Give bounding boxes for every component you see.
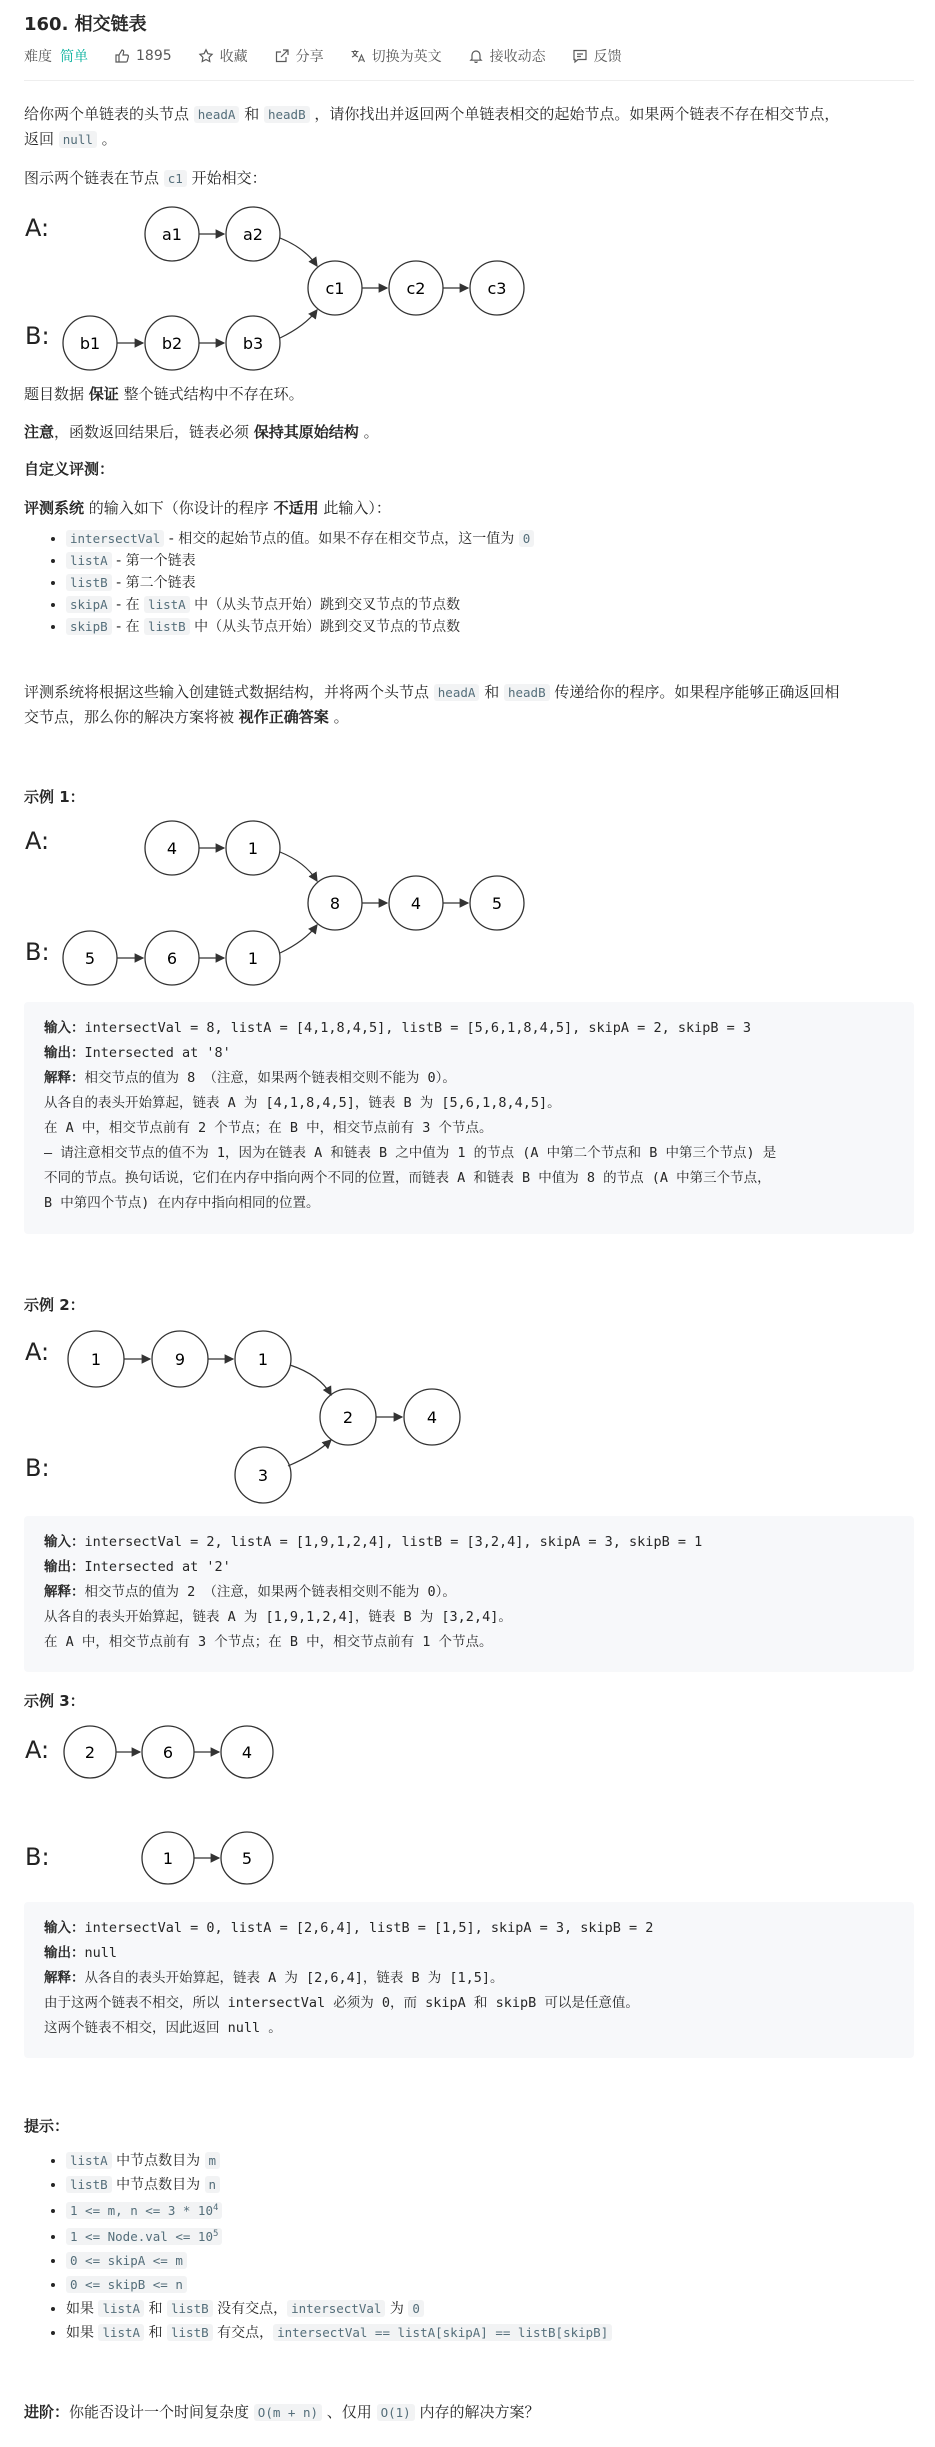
text: 、仅用 — [322, 2403, 377, 2421]
custom-judge-intro — [24, 496, 391, 520]
code-text: 1 <= m, n <= 3 * 10 — [70, 2203, 213, 2219]
text: 内存的解决方案？ — [414, 2403, 540, 2421]
share-label: 分享 — [295, 49, 324, 65]
io-line — [44, 1530, 894, 1555]
text: 和 — [144, 2325, 167, 2342]
svg-text:4: 4 — [241, 1743, 253, 1762]
text: - 在 — [111, 619, 145, 635]
label: 输入： — [44, 1534, 85, 1550]
label: 输出： — [44, 1559, 85, 1575]
list-item — [66, 595, 534, 615]
text: 的输入如下（你设计的程序 — [84, 499, 274, 517]
code: headA — [434, 684, 480, 701]
node — [235, 1331, 291, 1387]
svg-text:b1: b1 — [79, 334, 101, 353]
node — [221, 1832, 273, 1884]
exponent: 4 — [213, 2203, 219, 2213]
c1-node — [308, 261, 362, 315]
text: 和 — [144, 2301, 167, 2318]
label: 输入： — [44, 1920, 85, 1936]
desc-text: 返回 — [24, 130, 59, 148]
code: headB — [504, 684, 550, 701]
example-1-heading: 示例 1： — [24, 788, 85, 806]
code — [66, 2202, 222, 2219]
io-line — [44, 1016, 894, 1041]
code: listB — [66, 2176, 112, 2193]
example-1-code-block — [24, 1002, 914, 1234]
svg-text:1: 1 — [247, 949, 259, 968]
svg-text:c2: c2 — [406, 279, 426, 298]
node — [145, 931, 199, 985]
value: Intersected at '8' — [84, 1045, 231, 1061]
hints-list — [48, 2148, 612, 2346]
example-3-heading: 示例 3： — [24, 1692, 85, 1710]
io-line — [44, 1941, 894, 1966]
value: null — [84, 1945, 118, 1961]
hint-item — [66, 2250, 612, 2272]
list-item — [66, 529, 534, 549]
explain-line: 在 A 中，相交节点前有 3 个节点；在 B 中，相交节点前有 1 个节点。 — [44, 1634, 493, 1650]
bold-text: 不适用 — [273, 499, 319, 517]
code: 0 — [408, 2300, 424, 2317]
hint-item — [66, 2298, 612, 2320]
code: listB — [144, 618, 190, 635]
share-icon — [274, 48, 290, 64]
bold-text: 评测系统 — [24, 499, 85, 517]
svg-text:5: 5 — [241, 1849, 253, 1868]
svg-text:3: 3 — [257, 1466, 269, 1485]
code: n — [205, 2176, 221, 2193]
explain-line: 在 A 中，相交节点前有 2 个节点；在 B 中，相交节点前有 3 个节点。 — [44, 1120, 493, 1136]
text: - 相交的起始节点的值。如果不存在相交节点，这一值为 — [164, 531, 519, 547]
feedback-icon — [572, 48, 588, 64]
svg-text:6: 6 — [166, 949, 178, 968]
advanced-paragraph — [24, 2400, 539, 2425]
share-button[interactable] — [274, 46, 324, 66]
hint-item — [66, 2274, 612, 2296]
svg-text:4: 4 — [410, 894, 422, 913]
label: 输入： — [44, 1020, 85, 1036]
bold-text: 注意 — [24, 423, 55, 441]
svg-text:1: 1 — [247, 839, 259, 858]
note-text — [24, 420, 379, 444]
label-a: A: — [25, 827, 50, 855]
io-line — [44, 1066, 894, 1091]
svg-text:a1: a1 — [162, 225, 182, 244]
intersection-diagram — [20, 198, 540, 380]
guarantee-text — [24, 382, 304, 406]
io-line — [44, 1916, 894, 1941]
node — [235, 1447, 291, 1503]
svg-text:5: 5 — [84, 949, 96, 968]
node — [226, 821, 280, 875]
code: O(1) — [377, 2404, 415, 2421]
svg-text:4: 4 — [426, 1408, 438, 1427]
figure-caption — [24, 166, 267, 191]
node — [145, 821, 199, 875]
code — [66, 2228, 222, 2245]
switch-language-label: 切换为英文 — [371, 49, 442, 65]
code: listA — [66, 2152, 112, 2169]
explain-line: — 请注意相交节点的值不为 1，因为在链表 A 和链表 B 之中值为 1 的节点 (A 中第二个节点和 B 中第三个节点) 是 — [44, 1145, 777, 1161]
svg-text:c1: c1 — [325, 279, 345, 298]
b2-node — [145, 316, 199, 370]
svg-text:1: 1 — [90, 1350, 102, 1369]
node — [64, 1726, 116, 1778]
subscribe-button[interactable] — [468, 46, 546, 66]
node — [308, 876, 362, 930]
value: intersectVal = 2, listA = [1,9,1,2,4], listB = [3,2,4], skipA = 3, skipB = 1 — [84, 1534, 703, 1550]
collect-button[interactable] — [198, 46, 248, 66]
hint-item — [66, 2150, 612, 2172]
custom-judge-list — [48, 527, 534, 639]
text: - 在 — [111, 597, 145, 613]
svg-text:9: 9 — [174, 1350, 186, 1369]
node — [63, 931, 117, 985]
code: skipA — [66, 596, 112, 613]
label: 解释： — [44, 1070, 85, 1086]
bold-text: 保证 — [88, 385, 119, 403]
caption-text: 开始相交： — [186, 169, 267, 187]
example-3-code-block — [24, 1902, 914, 2058]
code-headB: headB — [264, 106, 310, 123]
node — [68, 1331, 124, 1387]
text: 。 — [358, 423, 379, 441]
feedback-label: 反馈 — [593, 49, 622, 65]
difficulty-label: 难度 — [24, 49, 52, 65]
c2-node — [389, 261, 443, 315]
explain-line: B 中第四个节点) 在内存中指向相同的位置。 — [44, 1195, 320, 1211]
code: intersectVal — [287, 2300, 385, 2317]
code: listB — [167, 2324, 213, 2341]
svg-text:4: 4 — [166, 839, 178, 858]
label-b: B: — [25, 1454, 50, 1482]
label-a: A: — [25, 1338, 50, 1366]
explain-line: 这两个链表不相交，因此返回 null 。 — [44, 2020, 282, 2036]
a2-node — [226, 207, 280, 261]
b3-node — [226, 316, 280, 370]
text: - 第一个链表 — [111, 553, 196, 569]
svg-text:2: 2 — [342, 1408, 354, 1427]
value: 相交节点的值为 2 （注意，如果两个链表相交则不能为 0）。 — [84, 1584, 456, 1600]
header-divider — [24, 80, 914, 81]
custom-judge-heading: 自定义评测： — [24, 460, 115, 478]
label-a: A: — [25, 1736, 50, 1764]
thumbs-up-icon — [114, 48, 130, 64]
bold-text: 进阶： — [24, 2403, 70, 2421]
desc-text: ，请你找出并返回两个单链表相交的起始节点。如果两个链表不存在相交节点， — [309, 105, 840, 123]
text: 没有交点， — [212, 2301, 288, 2318]
c3-node — [470, 261, 524, 315]
description-paragraph — [24, 102, 839, 152]
code: listA — [98, 2324, 144, 2341]
bold-text: 视作正确答案 — [238, 708, 329, 726]
text: 如果 — [66, 2301, 99, 2318]
desc-text: 和 — [239, 105, 264, 123]
subscribe-label: 接收动态 — [489, 49, 546, 65]
code: O(m + n) — [254, 2404, 322, 2421]
code: 0 <= skipB <= n — [66, 2276, 187, 2293]
io-line — [44, 1580, 894, 1605]
explain-line: 从各自的表头开始算起，链表 A 为 [4,1,8,4,5]，链表 B 为 [5,6,1,8,4,5]。 — [44, 1095, 561, 1111]
b1-node — [63, 316, 117, 370]
text: 中节点数目为 — [111, 2177, 205, 2193]
code: listA — [98, 2300, 144, 2317]
example-1-diagram — [20, 812, 540, 992]
svg-text:8: 8 — [329, 894, 341, 913]
list-item — [66, 573, 534, 593]
exponent: 5 — [213, 2229, 219, 2240]
io-line — [44, 1555, 894, 1580]
svg-text:b3: b3 — [242, 334, 264, 353]
feedback-button[interactable] — [572, 46, 622, 66]
list-item — [66, 617, 534, 637]
text: 整个链式结构中不存在环。 — [118, 385, 304, 403]
label: 解释： — [44, 1970, 85, 1986]
text: 如果 — [66, 2325, 99, 2342]
node — [221, 1726, 273, 1778]
value: intersectVal = 0, listA = [2,6,4], listB = [1,5], skipA = 3, skipB = 2 — [84, 1920, 654, 1936]
code-headA: headA — [194, 106, 240, 123]
text: 有交点， — [212, 2325, 274, 2342]
text: 中（从头节点开始）跳到交叉节点的节点数 — [189, 597, 461, 613]
caption-text: 图示两个链表在节点 — [24, 169, 164, 187]
hint-item — [66, 2322, 612, 2344]
value: 相交节点的值为 8 （注意，如果两个链表相交则不能为 0）。 — [84, 1070, 456, 1086]
io-line — [44, 1966, 894, 1991]
difficulty-badge: 简单 — [60, 49, 88, 65]
code-null: null — [59, 131, 97, 148]
like-count: 1895 — [136, 48, 172, 64]
text: 。 — [328, 708, 349, 726]
hints-heading: 提示： — [24, 2117, 70, 2135]
text: - 第二个链表 — [111, 575, 196, 591]
label-b: B: — [25, 1843, 50, 1871]
code-c1: c1 — [164, 170, 187, 187]
text: ，函数返回结果后，链表必须 — [54, 423, 254, 441]
explain-line: 从各自的表头开始算起，链表 A 为 [1,9,1,2,4]，链表 B 为 [3,2,4]。 — [44, 1609, 512, 1625]
collect-label: 收藏 — [219, 49, 248, 65]
svg-text:6: 6 — [162, 1743, 174, 1762]
node — [389, 876, 443, 930]
node — [404, 1389, 460, 1445]
page-title: 160. 相交链表 — [24, 14, 147, 35]
switch-language-button[interactable] — [350, 46, 442, 66]
code: listB — [167, 2300, 213, 2317]
text: 和 — [479, 683, 504, 701]
list-item — [66, 551, 534, 571]
code: intersectVal — [66, 530, 164, 547]
code: 0 — [519, 530, 535, 547]
text: 此输入）： — [318, 499, 391, 517]
code: listA — [66, 552, 112, 569]
custom-judge-paragraph — [24, 680, 839, 729]
code: intersectVal == listA[skipA] == listB[skipB] — [273, 2324, 612, 2341]
node — [142, 1832, 194, 1884]
label-a: A: — [25, 214, 50, 242]
code: listB — [66, 574, 112, 591]
svg-text:b2: b2 — [161, 334, 183, 353]
text: 题目数据 — [24, 385, 89, 403]
svg-text:5: 5 — [491, 894, 503, 913]
desc-text: 。 — [96, 130, 117, 148]
svg-text:1: 1 — [162, 1849, 174, 1868]
value: Intersected at '2' — [84, 1559, 231, 1575]
a1-node — [145, 207, 199, 261]
node — [226, 931, 280, 985]
svg-text:1: 1 — [257, 1350, 269, 1369]
label: 输出： — [44, 1045, 85, 1061]
code: m — [205, 2152, 221, 2169]
like-button[interactable] — [114, 48, 172, 64]
label-b: B: — [25, 322, 50, 350]
text: 中节点数目为 — [111, 2153, 205, 2169]
code: 0 <= skipA <= m — [66, 2252, 187, 2269]
code: skipB — [66, 618, 112, 635]
example-2-diagram — [20, 1320, 500, 1510]
node — [320, 1389, 376, 1445]
explain-line: 由于这两个链表不相交，所以 intersectVal 必须为 0，而 skipA 和 skipB 可以是任意值。 — [44, 1995, 639, 2011]
svg-text:c3: c3 — [487, 279, 507, 298]
problem-meta-bar — [24, 44, 648, 68]
code-text: 1 <= Node.val <= 10 — [70, 2229, 213, 2245]
text: 为 — [385, 2301, 409, 2318]
value: intersectVal = 8, listA = [4,1,8,4,5], listB = [5,6,1,8,4,5], skipA = 2, skipB = 3 — [84, 1020, 751, 1036]
hint-item — [66, 2198, 612, 2222]
example-3-diagram — [20, 1720, 320, 1890]
node — [152, 1331, 208, 1387]
hint-item — [66, 2224, 612, 2248]
text: 传递给你的程序。如果程序能够正确返回相 — [549, 683, 840, 701]
label: 输出： — [44, 1945, 85, 1961]
example-2-code-block — [24, 1516, 914, 1672]
value: 从各自的表头开始算起，链表 A 为 [2,6,4]，链表 B 为 [1,5]。 — [84, 1970, 504, 1986]
hint-item — [66, 2174, 612, 2196]
bell-icon — [468, 48, 484, 64]
explain-line: 不同的节点。换句话说，它们在内存中指向两个不同的位置，而链表 A 和链表 B 中值为 8 的节点 (A 中第三个节点， — [44, 1170, 771, 1186]
svg-text:a2: a2 — [243, 225, 263, 244]
star-icon — [198, 48, 214, 64]
node — [142, 1726, 194, 1778]
text: 交节点，那么你的解决方案将被 — [24, 708, 239, 726]
example-2-heading: 示例 2： — [24, 1296, 85, 1314]
desc-text: 给你两个单链表的头节点 — [24, 105, 194, 123]
text: 评测系统将根据这些输入创建链式数据结构，并将两个头节点 — [24, 683, 434, 701]
translate-icon — [350, 48, 366, 64]
text: 中（从头节点开始）跳到交叉节点的节点数 — [189, 619, 461, 635]
svg-text:2: 2 — [84, 1743, 96, 1762]
node — [470, 876, 524, 930]
io-line — [44, 1041, 894, 1066]
bold-text: 保持其原始结构 — [253, 423, 359, 441]
label: 解释： — [44, 1584, 85, 1600]
text: 你能否设计一个时间复杂度 — [69, 2403, 254, 2421]
label-b: B: — [25, 938, 50, 966]
code: listA — [144, 596, 190, 613]
